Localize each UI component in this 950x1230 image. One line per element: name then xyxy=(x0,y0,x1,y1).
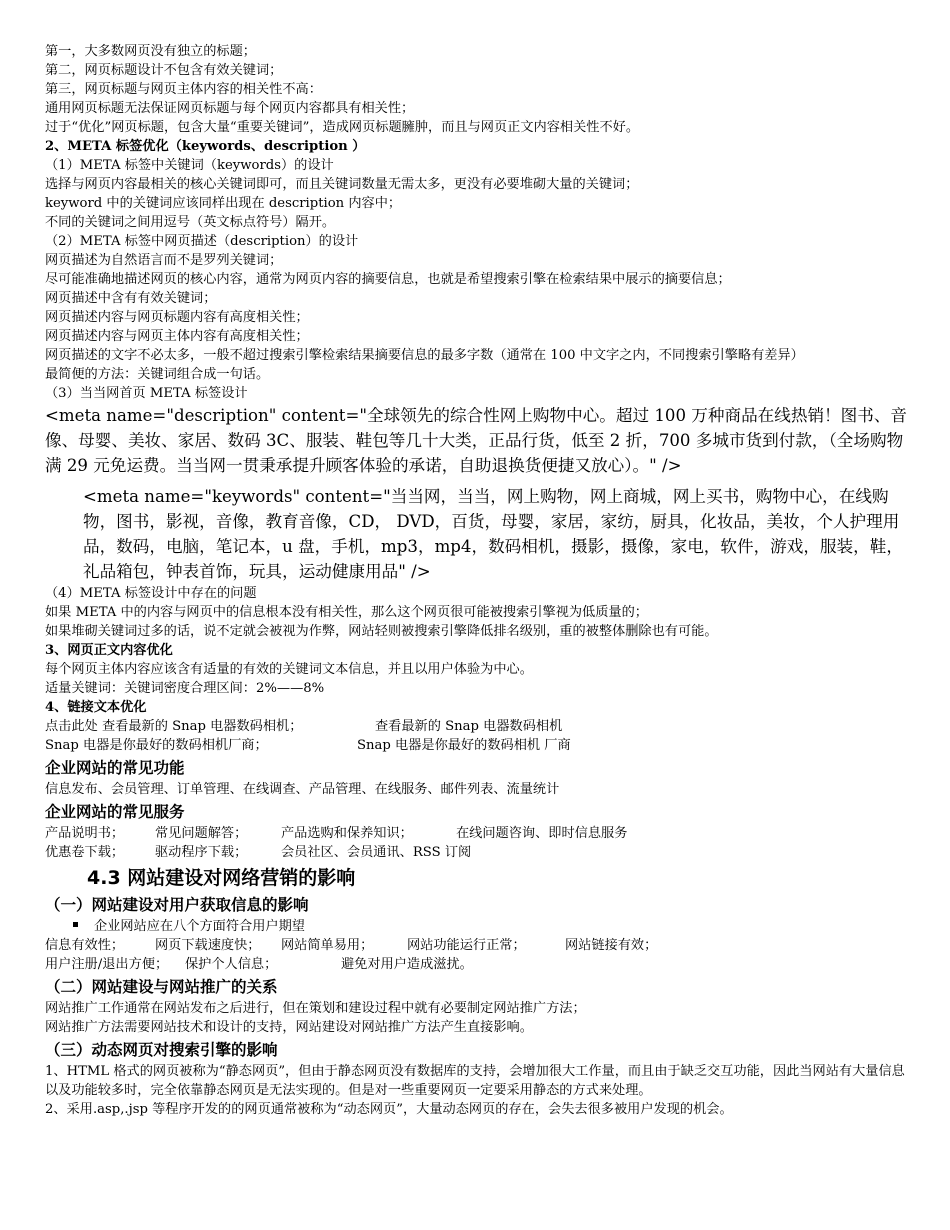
paragraph: 网页描述内容与网页标题内容有高度相关性； xyxy=(45,310,309,325)
expectation-item: 避免对用户造成滋扰。 xyxy=(341,957,473,972)
paragraph: 通用网页标题无法保证网页标题与每个网页内容都具有相关性； xyxy=(45,101,415,116)
section-heading-body: 3、网页正文内容优化 xyxy=(45,643,173,658)
expectation-item: 信息有效性； xyxy=(45,938,125,953)
heading-three: （三）动态网页对搜索引擎的影响 xyxy=(45,1041,278,1059)
subsection-heading: （3）当当网首页 META 标签设计 xyxy=(45,386,248,401)
link-example-bad: Snap 电器是你最好的数码相机厂商； xyxy=(45,738,268,753)
expectations-row xyxy=(45,936,915,955)
paragraph: 每个网页主体内容应该含有适量的有效的关键词文本信息，并且以用户体验为中心。 xyxy=(45,662,533,677)
paragraph: 尽可能准确地描述网页的核心内容，通常为网页内容的摘要信息，也就是希望搜索引擎在检索结果中展示的摘要信息； xyxy=(45,272,731,287)
expectation-item: 网站功能运行正常； xyxy=(407,938,526,953)
paragraph: 网页描述内容与网页主体内容有高度相关性； xyxy=(45,329,309,344)
bullet-text: 企业网站应在八个方面符合用户期望 xyxy=(94,919,305,934)
bullet-item xyxy=(45,917,915,936)
bullet-icon xyxy=(73,922,78,927)
paragraph: 第一，大多数网页没有独立的标题； xyxy=(45,44,256,59)
services-row xyxy=(45,843,915,862)
paragraph: 过于“优化”网页标题，包含大量“重要关键词”，造成网页标题臃肿，而且与网页正文内容相关性不好。 xyxy=(45,120,640,135)
expectation-item: 网站链接有效； xyxy=(565,938,658,953)
paragraph: 第三，网页标题与网页主体内容的相关性不高： xyxy=(45,82,322,97)
link-example-row xyxy=(45,717,915,736)
paragraph: 适量关键词：关键词密度合理区间：2%——8% xyxy=(45,681,325,696)
paragraph: 如果堆砌关键词过多的话，说不定就会被视为作弊，网站轻则被搜索引擎降低排名级别，重的被整体删除也有可能。 xyxy=(45,624,718,639)
paragraph: 网页描述的文字不必太多，一般不超过搜索引擎检索结果摘要信息的最多字数（通常在 100 中文字之内，不同搜索引擎略有差异） xyxy=(45,348,804,363)
heading-services: 企业网站的常见服务 xyxy=(45,803,185,821)
paragraph: 网站推广方法需要网站技术和设计的支持，网站建设对网站推广方法产生直接影响。 xyxy=(45,1020,533,1035)
link-example-bad: 点击此处 查看最新的 Snap 电器数码相机； xyxy=(45,719,303,734)
heading-two: （二）网站建设与网站推广的关系 xyxy=(45,978,278,996)
expectation-item: 网页下载速度快； xyxy=(155,938,261,953)
service-item: 驱动程序下载； xyxy=(155,845,248,860)
service-item: 在线问题咨询、即时信息服务 xyxy=(456,826,628,841)
service-item: 产品说明书； xyxy=(45,826,125,841)
heading-functions: 企业网站的常见功能 xyxy=(45,759,185,777)
paragraph: 第二，网页标题设计不包含有效关键词； xyxy=(45,63,283,78)
paragraph: 网站推广工作通常在网站发布之后进行，但在策划和建设过程中就有必要制定网站推广方法； xyxy=(45,1001,586,1016)
paragraph: 1、HTML 格式的网页被称为“静态网页”，但由于静态网页没有数据库的支持，会增加很大工作量，而且由于缺乏交互功能，因此当网站有大量信息以及功能较多时，完全依靠静态网页是无法实现的。但是对一些重要网页一定要采用静态的方式来处理。 xyxy=(45,1064,905,1098)
paragraph: 不同的关键词之间用逗号（英文标点符号）隔开。 xyxy=(45,215,336,230)
paragraph: 网页描述为自然语言而不是罗列关键词； xyxy=(45,253,283,268)
document-body xyxy=(45,42,915,1119)
paragraph: 选择与网页内容最相关的核心关键词即可，而且关键词数量无需太多，更没有必要堆砌大量的关键词； xyxy=(45,177,639,192)
paragraph: 2、采用.asp,.jsp 等程序开发的的网页通常被称为“动态网页”，大量动态网页的存在，会失去很多被用户发现的机会。 xyxy=(45,1102,733,1117)
paragraph: 信息发布、会员管理、订单管理、在线调查、产品管理、在线服务、邮件列表、流量统计 xyxy=(45,782,560,797)
subsection-heading: （4）META 标签设计中存在的问题 xyxy=(45,586,257,601)
service-item: 产品选购和保养知识； xyxy=(281,826,413,841)
paragraph: keyword 中的关键词应该同样出现在 description 内容中； xyxy=(45,196,402,211)
paragraph: 网页描述中含有有效关键词； xyxy=(45,291,217,306)
service-item: 会员社区、会员通讯、RSS 订阅 xyxy=(281,845,472,860)
paragraph: 如果 META 中的内容与网页中的信息根本没有相关性，那么这个网页很可能被搜索引擎视为低质量的； xyxy=(45,605,648,620)
section-heading-link: 4、链接文本优化 xyxy=(45,700,147,715)
services-row xyxy=(45,824,915,843)
service-item: 常见问题解答； xyxy=(155,826,248,841)
meta-description-code: <meta name="description" content="全球领先的综合性网上购物中心。超过 100 万种商品在线热销！图书、音像、母婴、美妆、家居、数码 3C、服装、鞋包等几十大类，正品行货，低至 2 折，700 多城市货到付款，（全场购物满 29 元免运费。当当网一贯秉承提升顾客体验的承诺，自助退换货便捷又放心）。" /> xyxy=(45,406,908,475)
link-example-good: 查看最新的 Snap 电器数码相机 xyxy=(375,719,563,734)
expectation-item: 用户注册/退出方便； xyxy=(45,957,169,972)
subsection-heading: （1）META 标签中关键词（keywords）的设计 xyxy=(45,158,334,173)
meta-keywords-code: <meta name="keywords" content="当当网，当当，网上购物，网上商城，网上买书，购物中心，在线购物，图书，影视，音像，教育音像，CD， DVD，百货，母婴，家居，家纺，厨具，化妆品，美妆，个人护理用品，数码，电脑，笔记本，u 盘，手机，mp3，mp4，数码相机，摄影，摄像，家电，软件，游戏，服装，鞋，礼品箱包，钟表首饰，玩具，运动健康用品" /> xyxy=(83,487,903,581)
subsection-heading: （2）META 标签中网页描述（description）的设计 xyxy=(45,234,359,249)
expectation-item: 保护个人信息； xyxy=(185,957,278,972)
link-example-row xyxy=(45,736,915,755)
expectations-row xyxy=(45,955,915,974)
chapter-heading: 4.3 网站建设对网络营销的影响 xyxy=(87,867,356,889)
paragraph: 最简便的方法：关键词组合成一句话。 xyxy=(45,367,270,382)
expectation-item: 网站简单易用； xyxy=(281,938,374,953)
heading-one: （一）网站建设对用户获取信息的影响 xyxy=(45,896,309,914)
link-example-good: Snap 电器是你最好的数码相机 厂商 xyxy=(357,738,571,753)
service-item: 优惠卷下载； xyxy=(45,845,125,860)
section-heading-meta: 2、META 标签优化（keywords、description ） xyxy=(45,139,366,154)
